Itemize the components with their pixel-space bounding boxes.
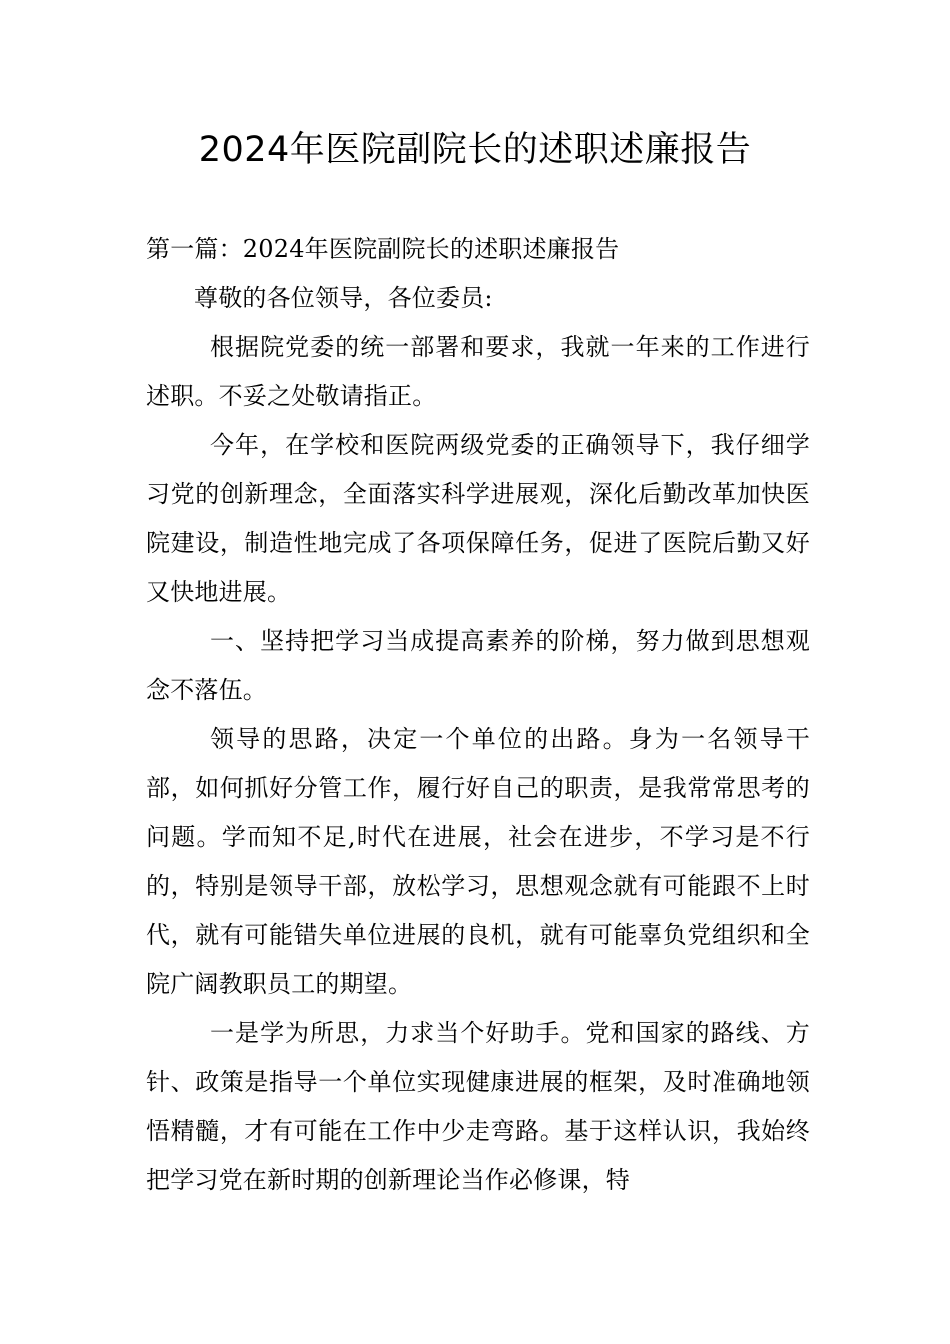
paragraph-summary: 今年，在学校和医院两级党委的正确领导下，我仔细学习党的创新理念，全面落实科学进展观，深化后勤改革加快医院建设，制造性地完成了各项保障任务，促进了医院后勤又好又快地进展。 xyxy=(146,431,810,606)
paragraph-intro: 根据院党委的统一部署和要求，我就一年来的工作进行述职。不妥之处敬请指正。 xyxy=(146,333,810,410)
salutation: 尊敬的各位领导，各位委员: xyxy=(194,284,493,312)
document-body xyxy=(146,225,810,1205)
document-title: 2024年医院副院长的述职述廉报告 xyxy=(198,130,752,170)
paragraph-point-one: 一、坚持把学习当成提高素养的阶梯，努力做到思想观念不落伍。 xyxy=(146,627,810,704)
paragraph-leadership: 领导的思路，决定一个单位的出路。身为一名领导干部，如何抓好分管工作，履行好自己的职责，是我常常思考的问题。学而知不足,时代在进展，社会在进步，不学习是不行的，特别是领导干部，放松学习，思想观念就有可能跟不上时代，就有可能错失单位进展的良机，就有可能辜负党组织和全院广阔教职员工的期望。 xyxy=(146,725,810,998)
section-heading: 第一篇：2024年医院副院长的述职述廉报告 xyxy=(146,235,620,263)
paragraph-learning: 一是学为所思，力求当个好助手。党和国家的路线、方针、政策是指导一个单位实现健康进展的框架，及时准确地领悟精髓，才有可能在工作中少走弯路。基于这样认识，我始终把学习党在新时期的创新理论当作必修课，特 xyxy=(146,1019,810,1194)
